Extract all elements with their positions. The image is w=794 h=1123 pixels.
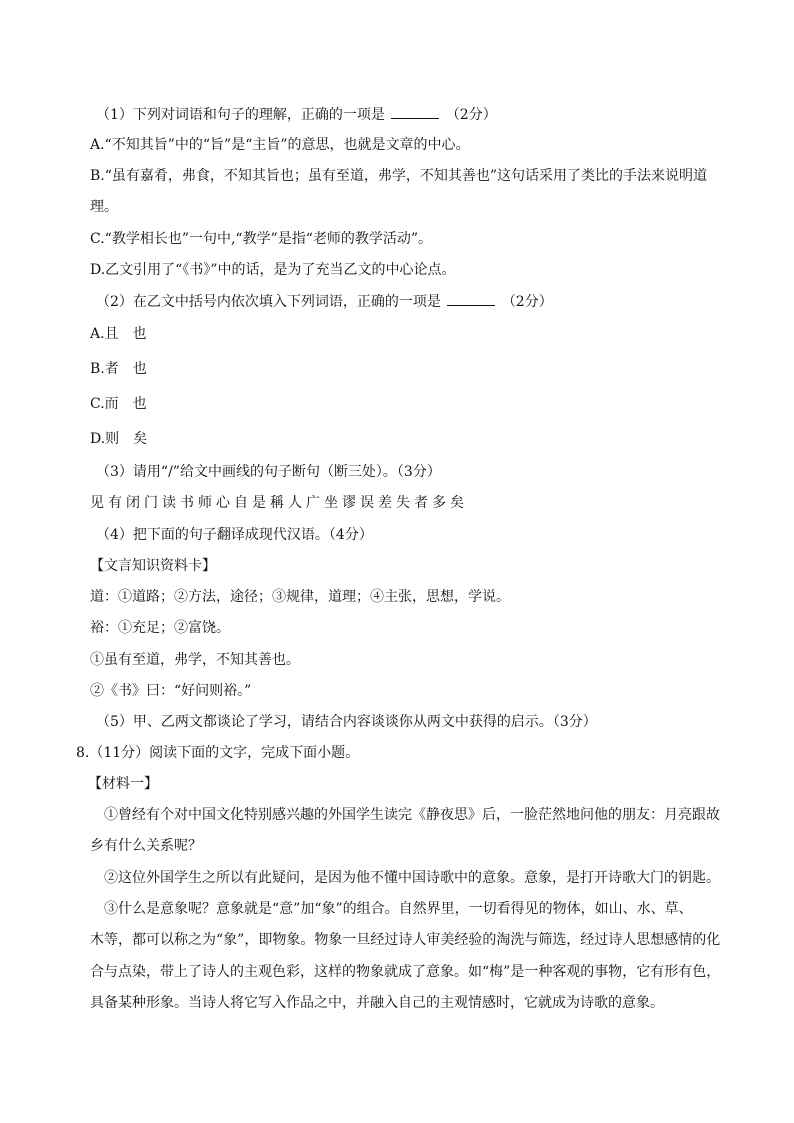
- q1-option-d: D.乙文引用了“《书》”中的话，是为了充当乙文的中心论点。: [90, 262, 456, 278]
- q4-stem: （4）把下面的句子翻译成现代汉语。（4分）: [96, 527, 373, 543]
- q2-option-b: B.者 也: [90, 361, 147, 377]
- q1-stem: [96, 104, 734, 125]
- q2-option-d: D.则 矣: [90, 431, 148, 447]
- paragraph-1-cont: 乡有什么关系呢？: [90, 838, 202, 854]
- q4-sentence-2: ②《书》曰：“好问则裕。”: [90, 683, 252, 699]
- q1-stem-text: （1）下列对词语和句子的理解，正确的一项是: [96, 107, 385, 123]
- q1-option-b-cont: 理。: [90, 199, 118, 215]
- q1-option-a: A.“不知其旨”中的“旨”是“主旨”的意思，也就是文章的中心。: [90, 137, 470, 153]
- paragraph-3: ③什么是意象呢？意象就是“意”加“象”的组合。自然界里，一切看得见的物体，如山、水、草、: [104, 901, 693, 917]
- q2-stem: [96, 291, 734, 312]
- paragraph-2: ②这位外国学生之所以有此疑问，是因为他不懂中国诗歌中的意象。意象，是打开诗歌大门的钥匙。: [104, 870, 720, 886]
- q1-option-c: C.“教学相长也”一句中,“教学”是指“老师的教学活动”。: [90, 231, 433, 247]
- paragraph-3-cont-1: 木等，都可以称之为“象”，即物象。物象一旦经过诗人审美经验的淘洗与筛选，经过诗人思想感情的化: [90, 932, 721, 948]
- paragraph-1: ①曾经有个对中国文化特别感兴趣的外国学生读完《静夜思》后，一脸茫然地问他的朋友：月亮跟故: [104, 807, 720, 823]
- q4-sentence-1: ①虽有至道，弗学，不知其善也。: [90, 652, 300, 668]
- q2-stem-text: （2）在乙文中括号内依次填入下列词语，正确的一项是: [96, 294, 441, 310]
- material-title: 【材料一】: [88, 776, 158, 792]
- answer-blank: [391, 104, 439, 119]
- q4-card-line-dao: 道：①道路；②方法，途径；③规律，道理；④主张，思想，学说。: [90, 589, 510, 605]
- q8-stem: 8.（11分）阅读下面的文字，完成下面小题。: [76, 745, 360, 761]
- q4-card-line-yu: 裕：①充足；②富饶。: [90, 620, 230, 636]
- q2-score: （2分）: [501, 294, 553, 310]
- paragraph-3-cont-2: 合与点染，带上了诗人的主观色彩，这样的物象就成了意象。如“梅”是一种客观的事物，它有形有色，: [90, 964, 721, 980]
- q2-option-a: A.且 也: [90, 326, 147, 342]
- q4-card-title: 【文言知识资料卡】: [90, 558, 216, 574]
- paragraph-3-cont-3: 具备某种形象。当诗人将它写入作品之中，并融入自己的主观情感时，它就成为诗歌的意象。: [90, 995, 664, 1011]
- q5-stem: （5）甲、乙两文都谈论了学习，请结合内容谈谈你从两文中获得的启示。（3分）: [96, 714, 597, 730]
- q1-option-b: B.“虽有嘉肴，弗食，不知其旨也；虽有至道，弗学，不知其善也”这句话采用了类比的手法来说明道: [90, 168, 708, 184]
- q3-sentence: 见有闭门读书师心自是稱人广坐谬误差失者多矣: [90, 495, 468, 511]
- q3-stem: （3）请用“/”给文中画线的句子断句（断三处）。（3分）: [96, 464, 441, 480]
- answer-blank: [447, 291, 495, 306]
- q1-score: （2分）: [445, 107, 497, 123]
- q2-option-c: C.而 也: [90, 396, 147, 412]
